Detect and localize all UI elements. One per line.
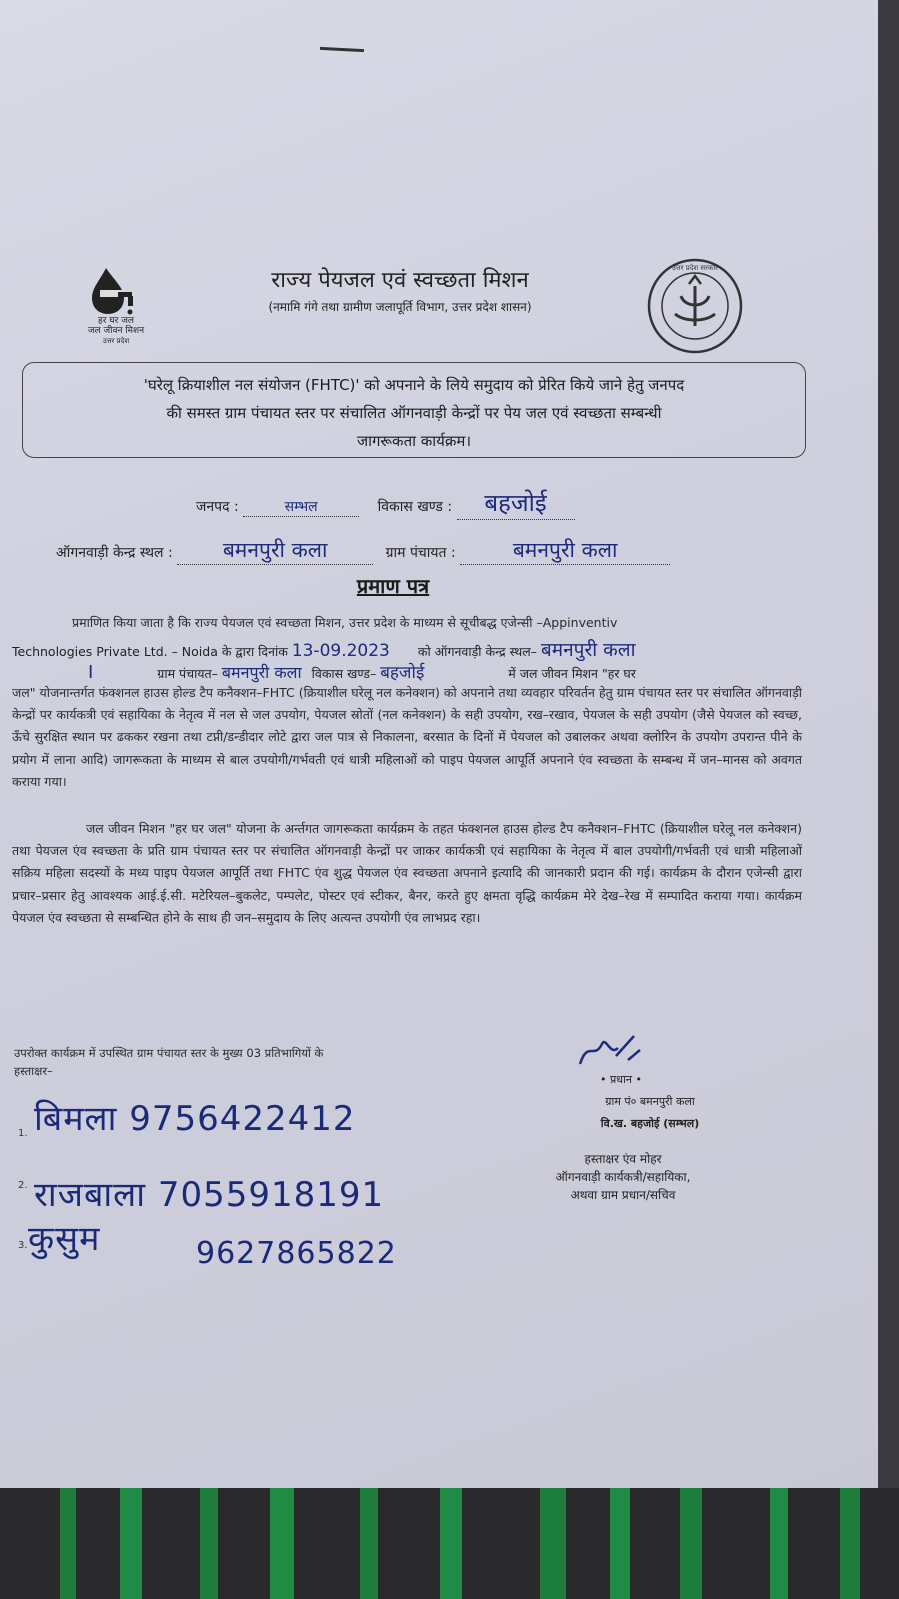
district-value: सम्भल: [284, 499, 318, 515]
mission-suffix: में जल जीवन मिशन "हर घर: [508, 666, 636, 681]
participant-num-1: 1.: [18, 1128, 28, 1139]
centre-label: ऑगनवाड़ी केन्द्र स्थल :: [56, 545, 173, 561]
programme-box: [22, 362, 806, 458]
logo-text-1: हर घर जल: [98, 316, 134, 326]
paper-edge-shadow: [878, 0, 899, 1488]
cord-5: [360, 1488, 378, 1599]
centre-row: [56, 536, 670, 565]
stamp-caption-1: हस्ताक्षर एंव मोहर: [584, 1152, 662, 1166]
signature-scribble-icon: [576, 1030, 676, 1070]
mission-subtitle: (नमामि गंगे तथा ग्रामीण जलापूर्ति विभाग, उत्तर प्रदेश शासन): [268, 300, 532, 314]
panchayat-value: बमनपुरी कला: [512, 538, 618, 562]
block-value: बहजोई: [484, 489, 547, 517]
block-label: विकास खण्ड :: [377, 499, 453, 515]
date-value: 13-09.2023: [291, 641, 390, 661]
stamp-caption-3: अथवा ग्राम प्रधान/सचिव: [570, 1188, 676, 1202]
panchayat-prefix: ग्राम पंचायत–: [157, 666, 218, 681]
certificate-para-1-body: जल" योजनान्तर्गत फंक्शनल हाउस होल्ड टैप कनैक्शन–FHTC (क्रियाशील घरेलू नल कनेक्शन) को अपनाने तथा व्यवहार परिवर्तन हेतु ग्राम पंचायत स्तर पर संचालित ऑगनवाड़ी केन्द्रों पर कार्यकत्री एवं सहायिका के नेतृत्व में नल से जल उपयोग, पेयजल स्रोतों (नल कनेक्शन) के सही उपयोग, रख–रखाव, पेयजल के सही उपयोग (जैसे पेयजल को स्वच्छ, ऊँचे सुरक्षित स्थान पर ढककर रखना तथा टप्नी/डन्डीदार लोटे द्वारा जल पात्र से निकालना, बरसात के दिनों में पेयजल को उबालकर अथवा क्लोरिन के उपयोग उपरान्त पीने के प्रयोग में लाना आदि) जागरूकता के माध्यम से बाल उपयोगी/गर्भवती एवं धात्री महिलाओं को पाइप पेयजल आपूर्ति अपनाने एंव स्वच्छता के सम्बन्ध में जन–मानस को अवगत कराया गया।: [12, 685, 802, 789]
block-fill: बहजोई: [380, 663, 425, 683]
stamp-caption-2: ऑगनवाड़ी कार्यकत्री/सहायिका,: [555, 1170, 691, 1184]
participant-num-2: 2.: [18, 1180, 28, 1191]
cert-date-line: [12, 636, 636, 662]
water-drop-tap-icon: [78, 262, 154, 318]
roman-fill: I: [88, 662, 94, 683]
participants-heading: [14, 1044, 464, 1080]
emblem-text: उत्तर प्रदेश सरकार: [671, 264, 719, 272]
cert-panchayat-line: [12, 660, 636, 683]
agency-text: Technologies Private Ltd. – Noida के द्वारा दिनांक: [12, 644, 288, 659]
cord-9: [680, 1488, 702, 1599]
district-row: [196, 486, 575, 520]
cord-2: [120, 1488, 142, 1599]
cord-6: [440, 1488, 462, 1599]
cord-10: [770, 1488, 788, 1599]
pradhan-stamp: [540, 1030, 760, 1130]
logo-text-3: उत्तर प्रदेश: [102, 337, 130, 345]
cord-7: [540, 1488, 566, 1599]
stamp-line-3: वि.ख. बहजोई (सम्भल): [600, 1117, 700, 1130]
centre-fill: बमनपुरी कला: [540, 639, 636, 661]
district-label: जनपद :: [196, 499, 239, 515]
participant-signature-1: बिमला 9756422412: [34, 1099, 356, 1139]
certificate-para-2: जल जीवन मिशन "हर घर जल" योजना के अर्न्तगत जागरूकता कार्यक्रम के तहत फंक्शनल हाउस होल्ड टैप कनैक्शन–FHTC (क्रियाशील घरेलू नल कनेक्शन) तथा पेयजल एंव स्वच्छता के प्रति ग्राम पंचायत स्तर पर संचालित ऑगनवाड़ी केन्द्रों पर जाकर कार्यकत्री एवं सहायिका के नेतृत्व में बाल उपयोगी/गर्भवती एवं धात्री महिलाओं सक्रिय महिला सदस्यों के मध्य पाइप पेयजल आपूर्ति तथा FHTC एंव शुद्ध पेयजल एंव स्वच्छता अपनाने इत्यादि की जानकारी प्रदान की गई। कार्यक्रम के दौरान एजेन्सी द्वारा प्रचार–प्रसार हेतु आवश्यक आई.ई.सी. मटेरियल–बुकलेट, पम्पलेट, पोस्टर एवं स्टीकर, बैनर, करते हुए क्षमता वृद्धि कार्यक्रम मेरे देख–रेख में सम्पादित कराया गया। कार्यक्रम पेयजल एंव स्वच्छता से सम्बन्धित होने के साथ ही जन–समुदाय के लिए अत्यन्त उपयोगी एंव लाभप्रद रहा।: [12, 821, 802, 925]
participant-signature-3: कुसुम: [28, 1219, 101, 1259]
programme-line-2: की समस्त ग्राम पंचायत स्तर पर संचालित ऑगनवाड़ी केन्द्रों पर पेय जल एवं स्वच्छता सम्बन्धी: [166, 404, 662, 422]
logo-text-2: जल जीवन मिशन: [87, 326, 145, 336]
stamp-line-1: • प्रधान •: [600, 1073, 642, 1086]
cord-4: [270, 1488, 294, 1599]
cord-8: [610, 1488, 630, 1599]
cord-1: [60, 1488, 76, 1599]
certificate-para-1a: प्रमाणित किया जाता है कि राज्य पेयजल एवं स्वच्छता मिशन, उत्तर प्रदेश के माध्यम से सूचीबद्ध एजेन्सी –Appinventiv: [72, 615, 618, 630]
programme-line-1: 'घरेलू क्रियाशील नल संयोजन (FHTC)' को अपनाने के लिये समुदाय को प्रेरित किये जाने हेतु जनपद: [143, 376, 685, 394]
mission-title: राज्य पेयजल एवं स्वच्छता मिशन: [271, 268, 529, 293]
participant-num-3: 3.: [18, 1240, 28, 1251]
participants-heading-2: हस्ताक्षर–: [14, 1064, 53, 1078]
centre-value: बमनपुरी कला: [222, 538, 328, 562]
stamp-line-2: ग्राम पं० बमनपुरी कला: [605, 1095, 695, 1108]
stamp-caption: [518, 1150, 728, 1204]
centre-prefix: को ऑगनवाड़ी केन्द्र स्थल–: [417, 644, 537, 659]
panchayat-label: ग्राम पंचायत :: [385, 545, 456, 561]
cord-11: [840, 1488, 860, 1599]
programme-line-3: जागरूकता कार्यक्रम।: [356, 432, 472, 450]
certificate-title: प्रमाण पत्र: [356, 574, 430, 598]
cord-3: [200, 1488, 218, 1599]
up-government-emblem: [645, 256, 745, 356]
participant-phone-3: 9627865822: [196, 1236, 397, 1271]
participant-signature-2: राजबाला 7055918191: [34, 1175, 385, 1215]
block-prefix: विकास खण्ड–: [311, 666, 377, 681]
har-ghar-jal-logo: [78, 262, 154, 350]
participants-heading-1: उपरोक्त कार्यक्रम में उपस्थित ग्राम पंचायत स्तर के मुख्य 03 प्रतिभागियों के: [14, 1046, 324, 1060]
pen-mark: [320, 47, 364, 52]
panchayat-fill: बमनपुरी कला: [221, 663, 302, 682]
